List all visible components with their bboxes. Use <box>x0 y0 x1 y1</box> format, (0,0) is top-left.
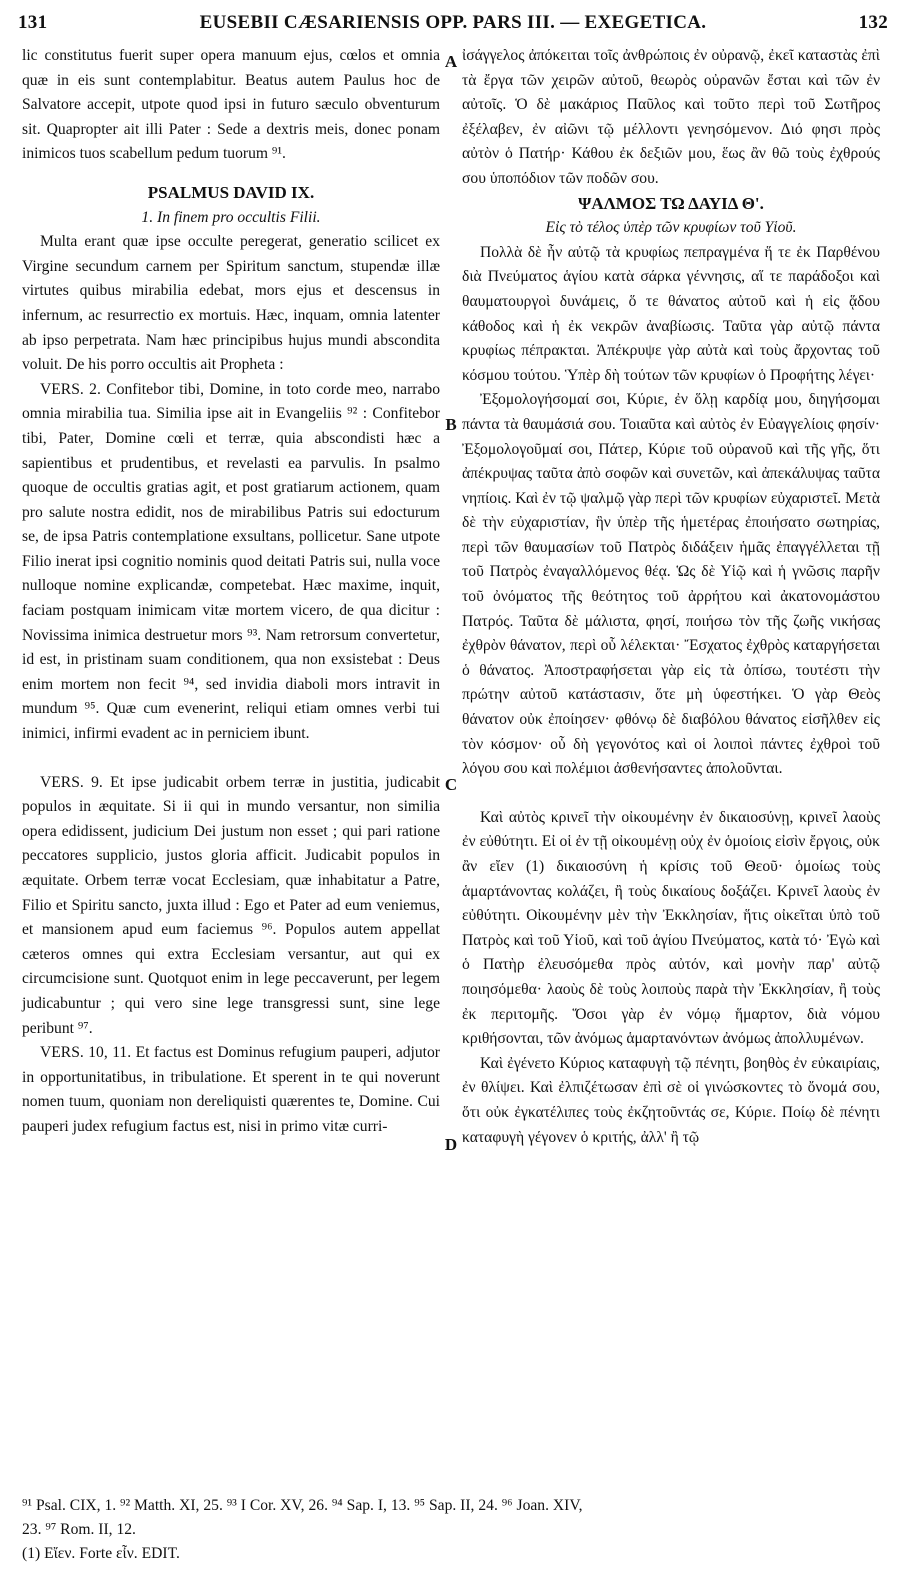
spacer <box>22 747 440 771</box>
footnotes <box>22 1494 884 1566</box>
latin-paragraph-2: Multa erant quæ ipse occulte peregerat, generatio scilicet ex Virgine secundum carnem per Spiritum sanctum, stupendæ illæ virtutes quibus mirabilia edebat, mors ejus et descensus in infernum, ac resurrectio ex mortuis. Hæc, inquam, omnia latenter ab ipso perpetrata. Nam hæc principibus hujus mundi abscondita voluit. De his porro occultis ait Propheta : <box>22 233 440 374</box>
footnote-line-1: ⁹¹ Psal. CIX, 1. ⁹² Matth. XI, 25. ⁹³ I Cor. XV, 26. ⁹⁴ Sap. I, 13. ⁹⁵ Sap. II, 24. ⁹⁶ Joan. XIV, <box>22 1497 583 1514</box>
latin-paragraph-1: lic constitutus fuerit super opera manuum ejus, cœlos et omnia quæ in eis sunt contemplabitur. Beatus autem Paulus hoc de Salvatore accepit, utpote quod ipsi in futuro sæculo obventurum sit. Quapropter ait illi Pater : Sede a dextris meis, donec ponam inimicos tuos scabellum pedum tuorum ⁹¹. <box>22 47 440 163</box>
latin-verse-9: VERS. 9. Et ipse judicabit orbem terræ in justitia, judicabit populos in æquitate. Si ii qui in mundo versantur, non similia opera edidissent, judicium Dei justum non esset ; qui pari ratione peccatores supplicio, justos gloria afficit. Judicabit populos in æquitate. Orbem terræ vocat Ecclesiam, quæ inhabitatur a Patre, Filio et Spiritu sancto, juxta illud : Ego et Pater ad eum veniemus, et mansionem apud eum faciemus ⁹⁶. Populos autem appellat cæteros omnes qui extra Ecclesiam versantur, aut qui ex circumcisione sunt. Quotquot enim in lege peccaverunt, per legem judicabuntur ; qui vero sine lege transgressi sunt, sine lege peribunt ⁹⁷. <box>22 773 440 1037</box>
latin-psalm-subheading: 1. In finem pro occultis Filii. <box>141 208 321 226</box>
spacer <box>462 782 880 806</box>
latin-verse-10-11: VERS. 10, 11. Et factus est Dominus refugium pauperi, adjutor in opportunitatibus, in tribulatione. Et sperent in te qui noverunt nomen tuum, quoniam non dereliquisti quærentes te, Domine. Cui pauperi judex refugium factus est, nisi in primo vitæ curri- <box>22 1044 440 1135</box>
page-number-right: 132 <box>858 12 888 33</box>
latin-verse-2: VERS. 2. Confitebor tibi, Domine, in toto corde meo, narrabo omnia mirabilia tua. Similia ipse ait in Evangeliis ⁹² : Confitebor tibi, Pater, Domine cœli et terræ, quia abscondisti hæc a sapientibus et prudentibus, et revelasti ea parvulis. In psalmo quoque de occultis gratias agit, et post gratiarum actionem, quam pro salute nostra edidit, nos de mirabilibus Patris sui edocturum se, de ipsa Patris contemplatione exsultans, pollicetur. Sane utpote Filio inerat ipsi cognitio nominis quod deitati Patris sui, nulla voce nulloque nomine explicandæ, competebat. Hæc maxime, inquit, faciam postquam inimicam vitæ mortem vicero, de qua dicitur : Novissima inimica destruetur mors ⁹³. Nam retrorsum convertetur, id est, in pristinam suam conditionem, qua non exsistebat : Deus enim mortem non fecit ⁹⁴, sed invidia diaboli mors intravit in mundum ⁹⁵. Quæ cum evenerint, reliqui etiam omnes verbi tui inimici, infirmi evadent ac in perniciem ibunt. <box>22 380 440 743</box>
greek-verse-9: Καὶ αὐτὸς κρινεῖ τὴν οἰκουμένην ἐν δικαιοσύνῃ, κρινεῖ λαοὺς ἐν εὐθύτητι. Εἰ οἱ ἐν τῇ οἰκουμένῃ οὐχ ἐν ὁμοίοις εἰσὶν ἔργοις, οὐκ ἂν εἴεν (1) δικαιοσύνη ἡ κρίσις τοῦ Θεοῦ· ὁμοίως τοὺς ἁμαρτάνοντας κολάζει, ἢ τοὺς δικαίους δοξάζει. Κρινεῖ λαοὺς ἐν εὐθύτητι. Οἰκουμένην μὲν τὴν Ἐκκλησίαν, ἥτις οἰκεῖται ὑπὸ τοῦ Πατρὸς καὶ τοῦ Υἱοῦ, καὶ τοῦ ἁγίου Πνεύματος, κατὰ τό· Ἐγὼ καὶ ὁ Πατὴρ ἐλευσόμεθα πρὸς αὐτόν, καὶ μονὴν παρ' αὐτῷ ποιησόμεθα· λαοὺς δὲ τοὺς λοιποὺς παρὰ τὴν Ἐκκλησίαν, ἢ τοὺς ἐκ περιτομῆς. Ὅσοι γὰρ ἐν νόμῳ ἥμαρτον, διὰ νόμου κριθήσονται, τῶν ἀνόμως ἁμαρτανόντων ἀνόμως ἀπολλυμένων. <box>462 808 880 1048</box>
greek-psalm-heading: ΨΑΛΜΟΣ ΤΩ ΔΑΥΙΔ Θ'. <box>578 193 764 213</box>
latin-psalm-heading: PSALMUS DAVID IX. <box>147 182 315 202</box>
spacer <box>22 167 440 181</box>
running-title: EUSEBII CÆSARIENSIS OPP. PARS III. — EXEGETICA. <box>199 12 707 33</box>
section-marker-c: C <box>444 775 458 794</box>
greek-paragraph-2: Πολλὰ δὲ ἦν αὐτῷ τὰ κρυφίως πεπραγμένα ἥ τε ἐκ Παρθένου διὰ Πνεύματος ἁγίου κατὰ σάρκα γέννησις, αἵ τε παράδοξοι καὶ θαυματουργοὶ δυνάμεις, ὅ τε θάνατος αὐτοῦ καὶ ἡ εἰς ᾅδου κάθοδος καὶ ἡ ἐκ νεκρῶν ἀναβίωσις. Ταῦτα γὰρ αὐτῷ πάντα κρυφίως πέπρακται. Ἀπέκρυψε γὰρ αὐτὰ καὶ τοὺς ἄρχοντας τοῦ κόσμου τούτου. Ὑπὲρ δὴ τούτων τῶν κρυφίων ὁ Προφήτης λέγει· <box>462 243 880 384</box>
page-number-left: 131 <box>18 12 48 33</box>
section-marker-b: B <box>445 415 457 434</box>
running-header <box>18 12 888 38</box>
latin-column <box>22 44 440 1140</box>
greek-verse-2: Ἐξομολογήσομαί σοι, Κύριε, ἐν ὅλῃ καρδίᾳ μου, διηγήσομαι πάντα τὰ θαυμάσιά σου. Τοιαῦτα καὶ αὐτὸς ἐν Εὐαγγελίοις φησίν· Ἐξομολογοῦμαί σοι, Πάτερ, Κύριε τοῦ οὐρανοῦ καὶ τῆς γῆς, ὅτι ἀπέκρυψας ταῦτα ἀπὸ σοφῶν καὶ συνετῶν, καὶ ἀπεκάλυψας ταῦτα νηπίοις. Καὶ ἐν τῷ ψαλμῷ γὰρ περὶ τῶν κρυφίων εὐχαριστεῖ. Μετὰ δὲ τὴν εὐχαριστίαν, ἣν ὑπὲρ τῆς ἡμετέρας ἐποιήσατο σωτηρίας, περὶ τῶν θαυμασίων τοῦ Πατρὸς διδάξειν ἡμᾶς ἐπαγγέλλεται τῇ τοῦ Πατρὸς ἐναγαλλόμενος θέᾳ. Ὡς δὲ Υἱῷ καὶ ἡ γνῶσις παρῆν τοῦ ὀνόματος τῆς θεότητος τοῦ ἀρρήτου καὶ ἀκατονομάστου Πατρός. Ταῦτα δὲ μάλιστα, φησί, ποιήσω τὸν τῆς ζωῆς νικήσας ἐχθρὸν θάνατον, περὶ οὗ λέλεκται· Ἔσχατος ἐχθρὸς καταργήσεται ὁ θάνατος. Ἀποστραφήσεται γὰρ εἰς τὰ ὀπίσω, τουτέστι τὴν πρώτην αὐτοῦ κατάστασιν, ὅτε μὴ ὑφεστήκει. Ὁ γὰρ Θεὸς θάνατον οὐκ ἐποίησεν· φθόνῳ δὲ διαβόλου θάνατος εἰσῆλθεν εἰς τὸν κόσμον· οὗ δὴ γεγονότος καὶ οἱ λοιποὶ πάντες ἐχθροὶ τοῦ λόγου σου καὶ πολέμιοι ἀσθενήσαντες ἀπολοῦνται. <box>462 391 880 778</box>
footnote-line-3: (1) Εἴεν. Forte εἶν. EDIT. <box>22 1545 180 1562</box>
footnote-line-2: 23. ⁹⁷ Rom. II, 12. <box>22 1521 136 1538</box>
greek-verse-10-11: Καὶ ἐγένετο Κύριος καταφυγὴ τῷ πένητι, βοηθὸς ἐν εὐκαιρίαις, ἐν θλίψει. Καὶ ἐλπιζέτωσαν ἐπὶ σὲ οἱ γινώσκοντες τὸ ὄνομά σου, ὅτι οὐκ ἐγκατέλιπες τοὺς ἐκζητοῦντάς σε, Κύριε. Ποίῳ δὲ πένητι καταφυγὴ γέγονεν ὁ κριτής, ἀλλ' ἢ τῷ <box>462 1054 880 1146</box>
section-marker-d: D <box>444 1135 458 1154</box>
greek-psalm-subheading: Εἰς τὸ τέλος ὑπὲρ τῶν κρυφίων τοῦ Υἱοῦ. <box>545 219 797 237</box>
greek-column <box>462 44 880 1150</box>
section-marker-a: A <box>444 52 458 71</box>
greek-paragraph-1: ἰσάγγελος ἀπόκειται τοῖς ἀνθρώποις ἐν οὐρανῷ, ἐκεῖ καταστὰς ἐπὶ τὰ ἔργα τῶν χειρῶν αὐτοῦ, θεωρὸς οὐρανῶν ἔσται καὶ τῶν ἐν αὐτοῖς. Ὁ δὲ μακάριος Παῦλος καὶ τοῦτο περὶ τοῦ Σωτῆρος ἐξέλαβεν, ἐν αἰῶνι τῷ μέλλοντι γενησόμενον. Διό φησι πρὸς αὐτὸν ὁ Πατήρ· Κάθου ἐκ δεξιῶν μου, ἕως ἂν θῶ τοὺς ἐχθρούς σου ὑποπόδιον τῶν ποδῶν σου. <box>462 47 880 187</box>
